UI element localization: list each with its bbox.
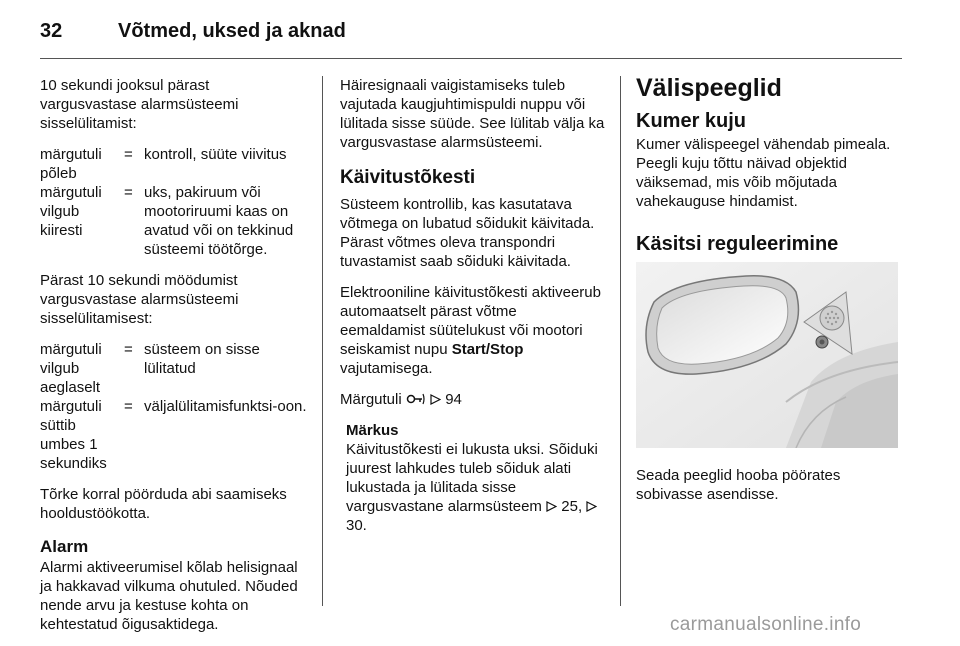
column-divider: [620, 76, 621, 606]
status-table-2: [40, 340, 308, 473]
note-block: [340, 421, 605, 535]
after-paragraph: Pärast 10 sekundi möödumist vargusvastase alarmsüsteemi sisselülitamisest:: [40, 272, 239, 327]
immobiliser-auto-paragraph: Elektrooniline käivitustõkesti aktiveerub automaatselt pärast võtme eemaldamist süütelukust või mootori seiskamist nupu Start/Stop vajutamisega.: [340, 284, 601, 377]
ref-arrow-icon: [586, 501, 597, 512]
convex-heading: Kumer kuju: [636, 110, 747, 132]
alarm-heading: Alarm: [40, 537, 89, 556]
intro-paragraph: 10 sekundi jooksul pärast vargusvastase alarmsüsteemi sisselülitamist:: [40, 77, 239, 132]
section-heading: Välispeeglid: [636, 74, 782, 102]
fault-paragraph: Tõrke korral pöörduda abi saamiseks hooldustöökotta.: [40, 486, 287, 522]
table-row: märgutuli vilgub aeglaselt = süsteem on sisse lülitatud: [40, 341, 260, 396]
table-row: märgutuli süttib umbes 1 sekundiks = väljalülitamisfunktsi-oon.: [40, 398, 307, 472]
convex-paragraph: Kumer välispeegel vähendab pimeala. Peegli kuju tõttu näivad objektid väiksemad, mis võib mõjutada vahekauguse hindamist.: [636, 136, 891, 210]
table-row: märgutuli põleb = kontroll, süüte viivitus: [40, 146, 287, 182]
column-middle: [340, 76, 605, 535]
page-header: [40, 10, 920, 58]
column-left: [40, 76, 308, 646]
status-table-1: [40, 145, 308, 259]
watermark: carmanualsonline.info: [670, 614, 862, 635]
manual-adjust-heading: Käsitsi reguleerimine: [636, 233, 839, 255]
note-title: Märkus: [346, 422, 399, 439]
page-title: Võtmed, uksed ja aknad: [118, 20, 346, 42]
alarm-paragraph: Alarmi aktiveerumisel kõlab helisignaal ja hakkavad vilkuma ohutuled. Nõuded nende arvu ja kestuse kohta on kehtestatud õigusaktidega.: [40, 559, 298, 633]
silence-paragraph: Häiresignaali vaigistamiseks tuleb vajutada kaugjuhtimispuldi nuppu või lülitada sisse süüde. See lülitab välja ka vargusvastase alarmsüsteemi.: [340, 77, 605, 151]
header-divider: [40, 58, 902, 59]
manual-adjust-caption: Seada peeglid hooba pöörates sobivasse asendisse.: [636, 467, 841, 503]
immobiliser-heading: Käivitustõkesti: [340, 167, 476, 188]
note-text: Käivitustõkesti ei lukusta uksi. Sõiduki juurest lahkudes tuleb sõiduk alati lukustada ja lülitada sisse vargusvastane alarmsüsteem 25, 30.: [346, 441, 598, 534]
page-number: 32: [40, 20, 63, 42]
indicator-line: Märgutuli 94: [340, 391, 462, 408]
table-row: märgutuli vilgub kiiresti = uks, pakiruum või mootoriruumi kaas on avatud või on tekkinud süsteemi töötõrge.: [40, 184, 294, 258]
column-right: [636, 74, 906, 516]
column-divider: [322, 76, 323, 606]
key-indicator-icon: [406, 392, 426, 406]
immobiliser-paragraph: Süsteem kontrollib, kas kasutatava võtmega on lubatud sõidukit käivitada. Pärast võtmes oleva transpondri tuvastamist saab sõiduki käivitada.: [340, 196, 595, 270]
ref-arrow-icon: [546, 501, 557, 512]
mirror-illustration: [636, 262, 898, 448]
ref-arrow-icon: [430, 394, 441, 405]
